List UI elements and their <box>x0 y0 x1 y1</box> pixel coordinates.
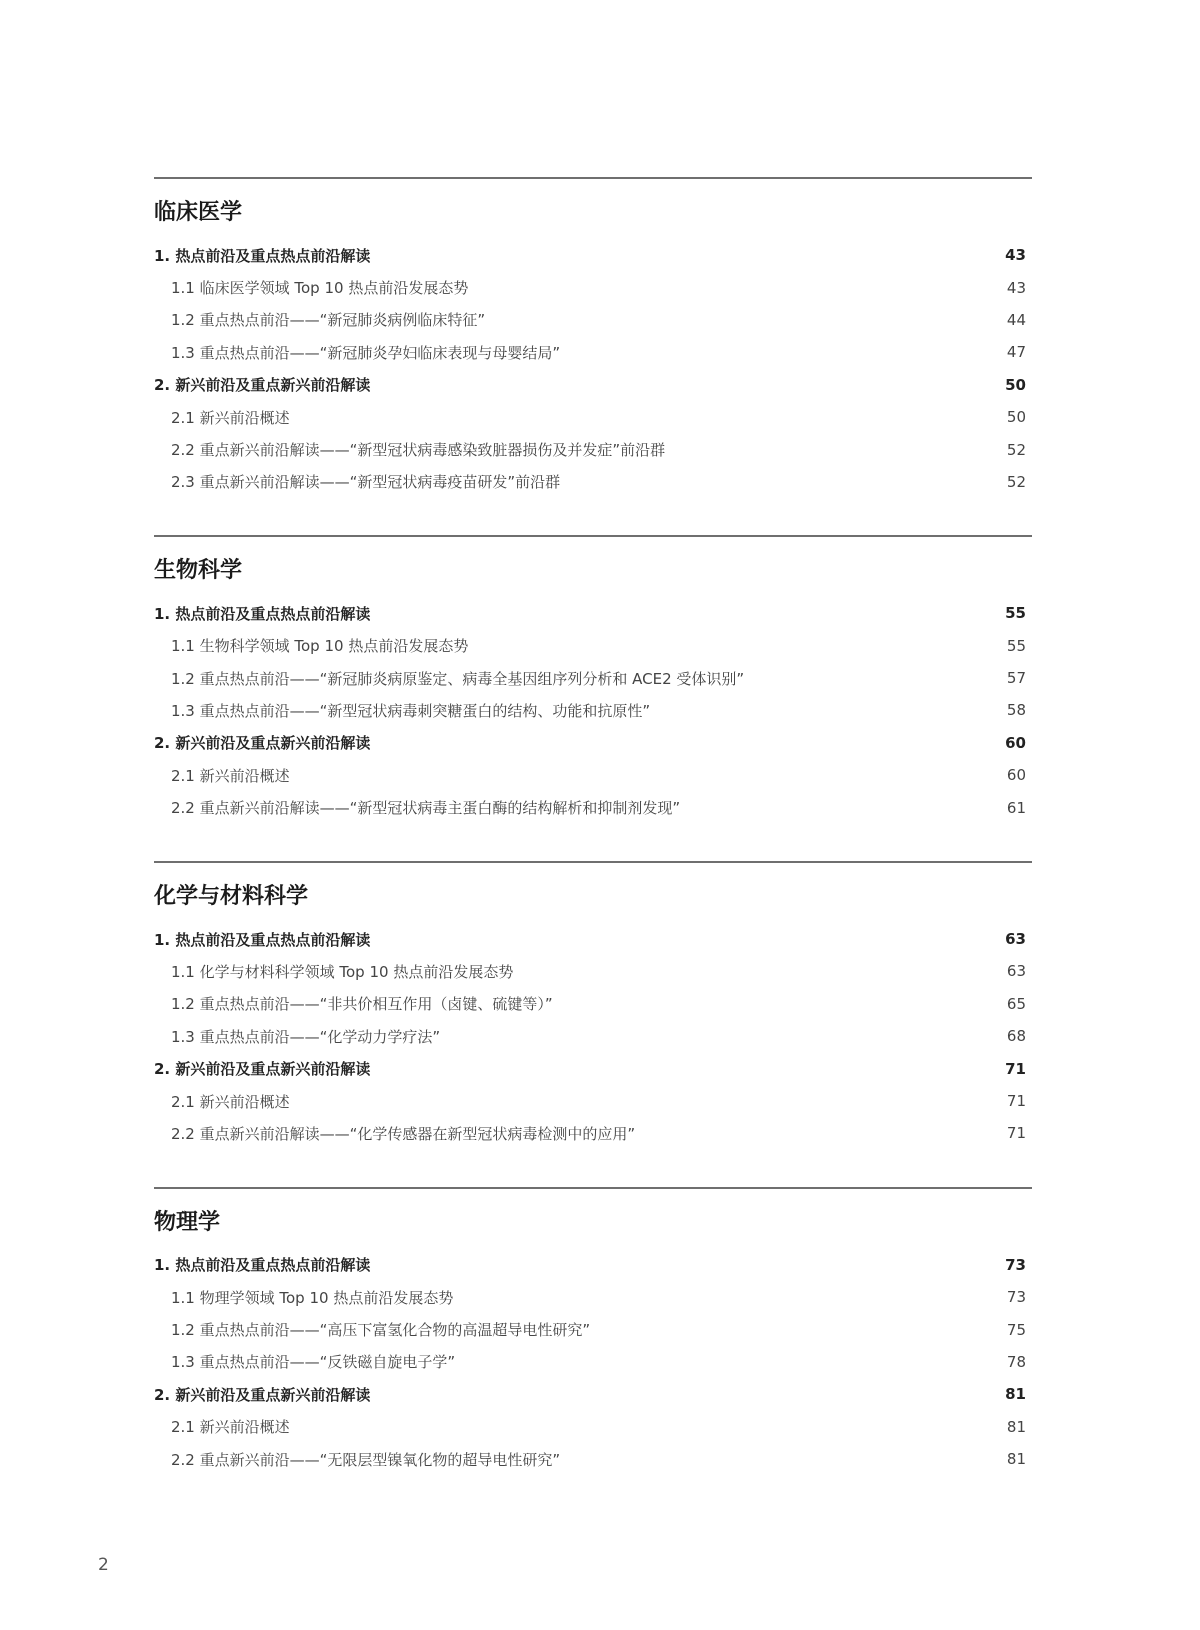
toc-section <box>154 535 1032 824</box>
toc-entry-page: 43 <box>1005 246 1026 265</box>
toc-entry-page: 63 <box>1006 962 1026 981</box>
toc-entry-label: 1. 热点前沿及重点热点前沿解读 <box>154 604 371 623</box>
toc-entry-label: 2.2 重点新兴前沿解读——“新型冠状病毒感染致脏器损伤及并发症”前沿群 <box>171 441 666 460</box>
toc-entry-page: 81 <box>1006 1450 1026 1469</box>
toc-chapter-entry[interactable] <box>154 923 1032 955</box>
toc-entry-label: 1.3 重点热点前沿——“新冠肺炎孕妇临床表现与母婴结局” <box>171 343 561 362</box>
toc-entry-label: 1.3 重点热点前沿——“反铁磁自旋电子学” <box>171 1353 456 1372</box>
toc-entry-page: 68 <box>1006 1027 1026 1046</box>
toc-entry-page: 55 <box>1006 636 1026 655</box>
toc-entry-page: 81 <box>1005 1385 1026 1404</box>
toc-entry-page: 60 <box>1006 766 1026 785</box>
toc-subsection-entry[interactable] <box>154 662 1032 694</box>
toc-entry-label: 1.2 重点热点前沿——“高压下富氢化合物的高温超导电性研究” <box>171 1321 591 1340</box>
toc-entry-page: 63 <box>1005 930 1026 949</box>
toc-entry-page: 50 <box>1005 375 1026 394</box>
table-of-contents <box>154 177 1032 1512</box>
toc-entry-label: 2.2 重点新兴前沿——“无限层型镍氧化物的超导电性研究” <box>171 1450 561 1469</box>
toc-entry-label: 2.1 新兴前沿概述 <box>171 408 290 427</box>
toc-entry-page: 73 <box>1006 1288 1026 1307</box>
toc-subsection-entry[interactable] <box>154 304 1032 336</box>
toc-entry-page: 73 <box>1005 1255 1026 1274</box>
toc-subsection-entry[interactable] <box>154 955 1032 987</box>
toc-subsection-entry[interactable] <box>154 791 1032 823</box>
toc-entry-label: 1. 热点前沿及重点热点前沿解读 <box>154 1256 371 1275</box>
toc-entry-page: 52 <box>1006 472 1026 491</box>
toc-entry-page: 71 <box>1006 1124 1026 1143</box>
toc-entry-label: 1.3 重点热点前沿——“化学动力学疗法” <box>171 1027 441 1046</box>
toc-entry-page: 50 <box>1006 408 1026 427</box>
toc-entry-label: 2.1 新兴前沿概述 <box>171 766 290 785</box>
toc-entry-page: 75 <box>1006 1320 1026 1339</box>
toc-entry-page: 78 <box>1006 1352 1026 1371</box>
toc-entry-label: 2.2 重点新兴前沿解读——“化学传感器在新型冠状病毒检测中的应用” <box>171 1124 636 1143</box>
toc-entry-label: 2. 新兴前沿及重点新兴前沿解读 <box>154 1060 371 1079</box>
toc-entry-page: 58 <box>1006 701 1026 720</box>
toc-section <box>154 861 1032 1150</box>
toc-subsection-entry[interactable] <box>154 1020 1032 1052</box>
toc-subsection-entry[interactable] <box>154 630 1032 662</box>
toc-subsection-entry[interactable] <box>154 694 1032 726</box>
toc-chapter-entry[interactable] <box>154 727 1032 759</box>
toc-entry-page: 44 <box>1006 310 1026 329</box>
toc-entry-list <box>154 923 1032 1150</box>
section-divider <box>154 1187 1032 1189</box>
toc-section <box>154 177 1032 498</box>
section-title: 生物科学 <box>154 558 243 584</box>
section-title: 物理学 <box>154 1209 221 1235</box>
toc-entry-label: 1.1 临床医学领域 Top 10 热点前沿发展态势 <box>171 279 469 298</box>
toc-entry-label: 2. 新兴前沿及重点新兴前沿解读 <box>154 1385 371 1404</box>
toc-entry-label: 1.1 生物科学领域 Top 10 热点前沿发展态势 <box>171 637 469 656</box>
toc-entry-label: 2. 新兴前沿及重点新兴前沿解读 <box>154 376 371 395</box>
toc-entry-label: 1.1 化学与材料科学领域 Top 10 热点前沿发展态势 <box>171 962 514 981</box>
toc-entry-page: 43 <box>1006 278 1026 297</box>
section-title: 临床医学 <box>154 200 243 225</box>
toc-subsection-entry[interactable] <box>154 466 1032 498</box>
toc-entry-page: 47 <box>1006 343 1026 362</box>
toc-subsection-entry[interactable] <box>154 988 1032 1020</box>
section-divider <box>154 861 1032 863</box>
toc-entry-page: 65 <box>1006 994 1026 1013</box>
toc-entry-page: 61 <box>1006 798 1026 817</box>
toc-subsection-entry[interactable] <box>154 1281 1032 1313</box>
toc-chapter-entry[interactable] <box>154 239 1032 271</box>
toc-entry-page: 57 <box>1006 669 1026 688</box>
toc-entry-label: 2.1 新兴前沿概述 <box>171 1092 290 1111</box>
toc-subsection-entry[interactable] <box>154 1117 1032 1149</box>
toc-subsection-entry[interactable] <box>154 336 1032 368</box>
section-title: 化学与材料科学 <box>154 883 309 909</box>
toc-entry-label: 1.3 重点热点前沿——“新型冠状病毒刺突糖蛋白的结构、功能和抗原性” <box>171 701 651 720</box>
toc-entry-page: 55 <box>1005 604 1026 623</box>
toc-entry-list <box>154 239 1032 498</box>
toc-subsection-entry[interactable] <box>154 1085 1032 1117</box>
toc-subsection-entry[interactable] <box>154 759 1032 791</box>
toc-entry-list <box>154 1249 1032 1476</box>
toc-chapter-entry[interactable] <box>154 597 1032 629</box>
toc-subsection-entry[interactable] <box>154 1313 1032 1345</box>
toc-entry-page: 52 <box>1006 440 1026 459</box>
toc-chapter-entry[interactable] <box>154 1052 1032 1084</box>
toc-entry-page: 81 <box>1006 1417 1026 1436</box>
toc-entry-label: 2.1 新兴前沿概述 <box>171 1418 290 1437</box>
toc-entry-label: 2.2 重点新兴前沿解读——“新型冠状病毒主蛋白酶的结构解析和抑制剂发现” <box>171 799 681 818</box>
toc-entry-label: 1.1 物理学领域 Top 10 热点前沿发展态势 <box>171 1288 454 1307</box>
toc-subsection-entry[interactable] <box>154 271 1032 303</box>
toc-entry-label: 1. 热点前沿及重点热点前沿解读 <box>154 246 371 265</box>
toc-entry-page: 60 <box>1005 733 1026 752</box>
toc-entry-label: 1. 热点前沿及重点热点前沿解读 <box>154 930 371 949</box>
toc-entry-page: 71 <box>1006 1092 1026 1110</box>
toc-subsection-entry[interactable] <box>154 1411 1032 1443</box>
toc-entry-page: 71 <box>1005 1059 1026 1078</box>
toc-chapter-entry[interactable] <box>154 1249 1032 1281</box>
toc-entry-list <box>154 597 1032 824</box>
toc-chapter-entry[interactable] <box>154 1378 1032 1410</box>
toc-entry-label: 2. 新兴前沿及重点新兴前沿解读 <box>154 734 371 753</box>
section-divider <box>154 535 1032 537</box>
toc-subsection-entry[interactable] <box>154 1443 1032 1475</box>
toc-entry-label: 1.2 重点热点前沿——“新冠肺炎病例临床特征” <box>171 311 486 330</box>
toc-entry-label: 2.3 重点新兴前沿解读——“新型冠状病毒疫苗研发”前沿群 <box>171 473 561 492</box>
toc-entry-label: 1.2 重点热点前沿——“新冠肺炎病原鉴定、病毒全基因组序列分析和 ACE2 受体识别” <box>171 669 745 688</box>
toc-section <box>154 1187 1032 1476</box>
toc-subsection-entry[interactable] <box>154 433 1032 465</box>
section-divider <box>154 177 1032 179</box>
toc-subsection-entry[interactable] <box>154 1346 1032 1378</box>
toc-entry-label: 1.2 重点热点前沿——“非共价相互作用（卤键、硫键等）” <box>171 995 553 1014</box>
toc-subsection-entry[interactable] <box>154 401 1032 433</box>
toc-chapter-entry[interactable] <box>154 369 1032 401</box>
page-number: 2 <box>98 1555 109 1575</box>
